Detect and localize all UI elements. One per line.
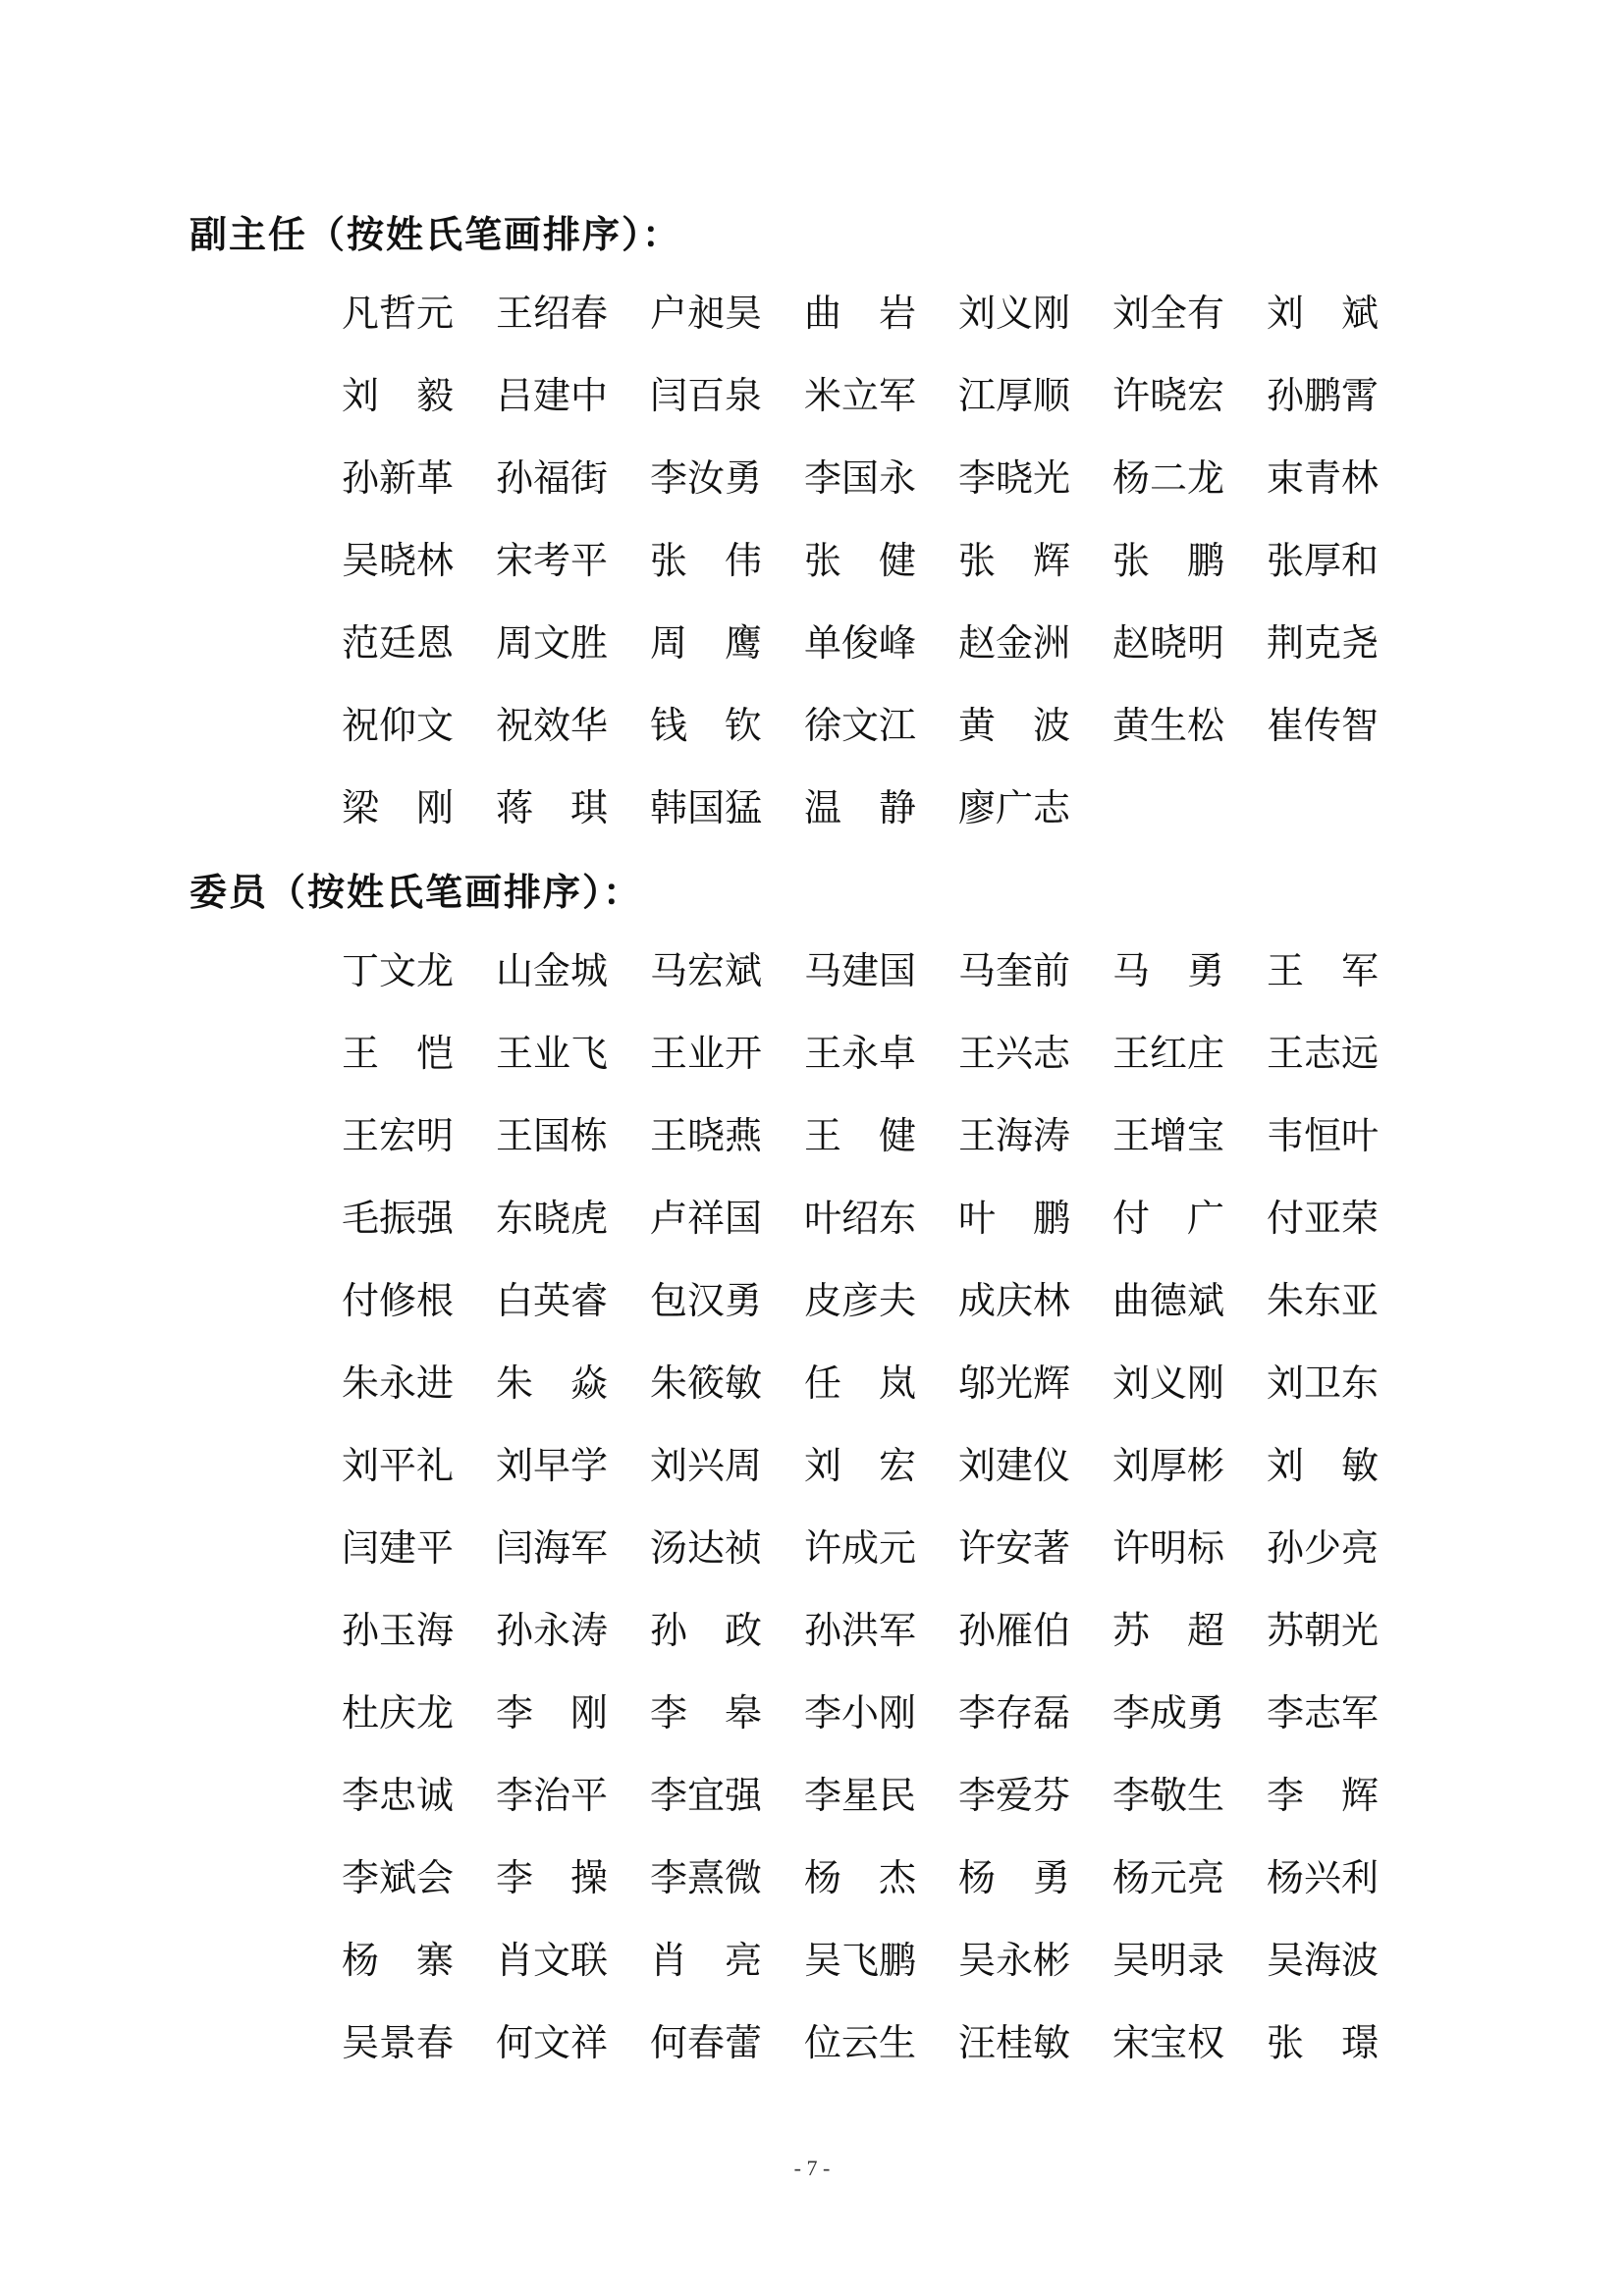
list-item: 祝仰文 — [342, 704, 455, 747]
list-item: 赵晓明 — [1112, 621, 1225, 665]
list-item: 孙新革 — [342, 456, 455, 500]
list-item: 王宏明 — [342, 1114, 455, 1157]
list-item: 付 广 — [1112, 1197, 1225, 1240]
list-item: 李星民 — [804, 1774, 917, 1817]
list-item: 王 健 — [804, 1114, 917, 1157]
list-item: 刘义刚 — [958, 292, 1071, 335]
list-item: 孙鹏霄 — [1267, 374, 1380, 417]
list-item: 王国栋 — [496, 1114, 609, 1157]
list-item: 张 伟 — [650, 539, 763, 582]
list-item: 宋考平 — [496, 539, 609, 582]
list-item: 杨二龙 — [1112, 456, 1225, 500]
list-item: 王增宝 — [1112, 1114, 1225, 1157]
list-item: 朱东亚 — [1267, 1279, 1380, 1322]
list-item: 朱 焱 — [496, 1362, 609, 1405]
list-item: 马奎前 — [958, 949, 1071, 992]
list-item: 杨元亮 — [1112, 1856, 1225, 1899]
list-item: 刘 毅 — [342, 374, 455, 417]
list-item: 李国永 — [804, 456, 917, 500]
list-item: 江厚顺 — [958, 374, 1071, 417]
list-item: 李宜强 — [650, 1774, 763, 1817]
list-item: 汪桂敏 — [958, 2021, 1071, 2064]
list-item: 马建国 — [804, 949, 917, 992]
list-item: 闫百泉 — [650, 374, 763, 417]
list-item: 孙玉海 — [342, 1609, 455, 1652]
list-item: 杨 杰 — [804, 1856, 917, 1899]
list-item: 李晓光 — [958, 456, 1071, 500]
list-item: 徐文江 — [804, 704, 917, 747]
list-item: 张 健 — [804, 539, 917, 582]
list-item: 凡哲元 — [342, 292, 455, 335]
list-item: 王红庄 — [1112, 1032, 1225, 1075]
list-item: 周 鹰 — [650, 621, 763, 665]
list-item: 李 辉 — [1267, 1774, 1380, 1817]
list-item: 位云生 — [804, 2021, 917, 2064]
list-item: 吕建中 — [496, 374, 609, 417]
list-item: 李 操 — [496, 1856, 609, 1899]
list-item: 王业开 — [650, 1032, 763, 1075]
list-item: 马宏斌 — [650, 949, 763, 992]
list-item: 吴永彬 — [958, 1939, 1071, 1982]
list-item: 吴飞鹏 — [804, 1939, 917, 1982]
list-item: 刘全有 — [1112, 292, 1225, 335]
list-item: 苏 超 — [1112, 1609, 1225, 1652]
list-item: 许明标 — [1112, 1526, 1225, 1570]
list-item: 皮彦夫 — [804, 1279, 917, 1322]
list-item: 孙 政 — [650, 1609, 763, 1652]
list-item: 吴海波 — [1267, 1939, 1380, 1982]
list-item: 祝效华 — [496, 704, 609, 747]
list-item: 李志军 — [1267, 1691, 1380, 1735]
list-item: 王绍春 — [496, 292, 609, 335]
list-item: 包汉勇 — [650, 1279, 763, 1322]
list-item: 叶 鹏 — [958, 1197, 1071, 1240]
list-item: 刘 斌 — [1267, 292, 1380, 335]
list-item: 王海涛 — [958, 1114, 1071, 1157]
list-item: 曲德斌 — [1112, 1279, 1225, 1322]
list-item: 许安著 — [958, 1526, 1071, 1570]
list-item: 李斌会 — [342, 1856, 455, 1899]
list-item: 吴晓林 — [342, 539, 455, 582]
list-item: 廖广志 — [958, 786, 1071, 829]
list-item: 何文祥 — [496, 2021, 609, 2064]
list-item: 丁文龙 — [342, 949, 455, 992]
list-item: 刘建仪 — [958, 1444, 1071, 1487]
list-item: 王 恺 — [342, 1032, 455, 1075]
list-item: 王志远 — [1267, 1032, 1380, 1075]
list-item: 山金城 — [496, 949, 609, 992]
list-item: 肖文联 — [496, 1939, 609, 1982]
page-number: - 7 - — [793, 2156, 831, 2180]
list-item: 白英睿 — [496, 1279, 609, 1322]
list-item: 荆克尧 — [1267, 621, 1380, 665]
list-item: 李敬生 — [1112, 1774, 1225, 1817]
list-item: 梁 刚 — [342, 786, 455, 829]
list-item: 吴明录 — [1112, 1939, 1225, 1982]
list-item: 刘 宏 — [804, 1444, 917, 1487]
list-item: 任 岚 — [804, 1362, 917, 1405]
list-item: 毛振强 — [342, 1197, 455, 1240]
list-item: 张 鹏 — [1112, 539, 1225, 582]
list-item: 孙福街 — [496, 456, 609, 500]
list-item: 王永卓 — [804, 1032, 917, 1075]
list-item: 孙雁伯 — [958, 1609, 1071, 1652]
section-heading-members: 委员（按姓氏笔画排序）： — [189, 871, 643, 914]
list-item: 韦恒叶 — [1267, 1114, 1380, 1157]
list-item: 马 勇 — [1112, 949, 1225, 992]
list-item: 张 璟 — [1267, 2021, 1380, 2064]
list-item: 杨 勇 — [958, 1856, 1071, 1899]
list-item: 王兴志 — [958, 1032, 1071, 1075]
list-item: 周文胜 — [496, 621, 609, 665]
list-item: 赵金洲 — [958, 621, 1071, 665]
list-item: 李熹微 — [650, 1856, 763, 1899]
list-item: 许晓宏 — [1112, 374, 1225, 417]
list-item: 李 刚 — [496, 1691, 609, 1735]
list-item: 杜庆龙 — [342, 1691, 455, 1735]
list-item: 刘义刚 — [1112, 1362, 1225, 1405]
list-item: 孙少亮 — [1267, 1526, 1380, 1570]
list-item: 邬光辉 — [958, 1362, 1071, 1405]
list-item: 付修根 — [342, 1279, 455, 1322]
list-item: 闫建平 — [342, 1526, 455, 1570]
list-item: 李汝勇 — [650, 456, 763, 500]
list-item: 刘平礼 — [342, 1444, 455, 1487]
list-item: 李忠诚 — [342, 1774, 455, 1817]
list-item: 崔传智 — [1267, 704, 1380, 747]
list-item: 成庆林 — [958, 1279, 1071, 1322]
list-item: 王业飞 — [496, 1032, 609, 1075]
list-item: 杨 寨 — [342, 1939, 455, 1982]
list-item: 宋宝权 — [1112, 2021, 1225, 2064]
list-item: 刘 敏 — [1267, 1444, 1380, 1487]
list-item: 刘厚彬 — [1112, 1444, 1225, 1487]
list-item: 温 静 — [804, 786, 917, 829]
list-item: 吴景春 — [342, 2021, 455, 2064]
section-heading-vice-directors: 副主任（按姓氏笔画排序）： — [189, 213, 682, 256]
member-name-grid — [342, 949, 1382, 2107]
list-item: 李小刚 — [804, 1691, 917, 1735]
list-item: 米立军 — [804, 374, 917, 417]
list-item: 叶绍东 — [804, 1197, 917, 1240]
list-item: 苏朝光 — [1267, 1609, 1380, 1652]
list-item: 卢祥国 — [650, 1197, 763, 1240]
list-item: 孙永涛 — [496, 1609, 609, 1652]
list-item: 范廷恩 — [342, 621, 455, 665]
list-item: 王晓燕 — [650, 1114, 763, 1157]
list-item: 王 军 — [1267, 949, 1380, 992]
list-item: 李治平 — [496, 1774, 609, 1817]
list-item: 束青林 — [1267, 456, 1380, 500]
list-item: 朱永进 — [342, 1362, 455, 1405]
list-item: 闫海军 — [496, 1526, 609, 1570]
list-item: 刘早学 — [496, 1444, 609, 1487]
list-item: 钱 钦 — [650, 704, 763, 747]
list-item: 李存磊 — [958, 1691, 1071, 1735]
list-item: 刘兴周 — [650, 1444, 763, 1487]
list-item: 李爱芬 — [958, 1774, 1071, 1817]
list-item: 蒋 琪 — [496, 786, 609, 829]
list-item: 黄 波 — [958, 704, 1071, 747]
list-item: 张 辉 — [958, 539, 1071, 582]
list-item: 孙洪军 — [804, 1609, 917, 1652]
list-item: 东晓虎 — [496, 1197, 609, 1240]
list-item: 李 皋 — [650, 1691, 763, 1735]
list-item: 肖 亮 — [650, 1939, 763, 1982]
list-item: 单俊峰 — [804, 621, 917, 665]
list-item: 黄生松 — [1112, 704, 1225, 747]
list-item: 汤达祯 — [650, 1526, 763, 1570]
list-item: 户昶昊 — [650, 292, 763, 335]
list-item: 曲 岩 — [804, 292, 917, 335]
list-item: 韩国猛 — [650, 786, 763, 829]
list-item: 张厚和 — [1267, 539, 1380, 582]
list-item: 付亚荣 — [1267, 1197, 1380, 1240]
list-item: 何春蕾 — [650, 2021, 763, 2064]
list-item: 朱筱敏 — [650, 1362, 763, 1405]
list-item: 李成勇 — [1112, 1691, 1225, 1735]
list-item: 许成元 — [804, 1526, 917, 1570]
vice-director-name-grid — [342, 294, 1382, 872]
list-item: 杨兴利 — [1267, 1856, 1380, 1899]
list-item: 刘卫东 — [1267, 1362, 1380, 1405]
